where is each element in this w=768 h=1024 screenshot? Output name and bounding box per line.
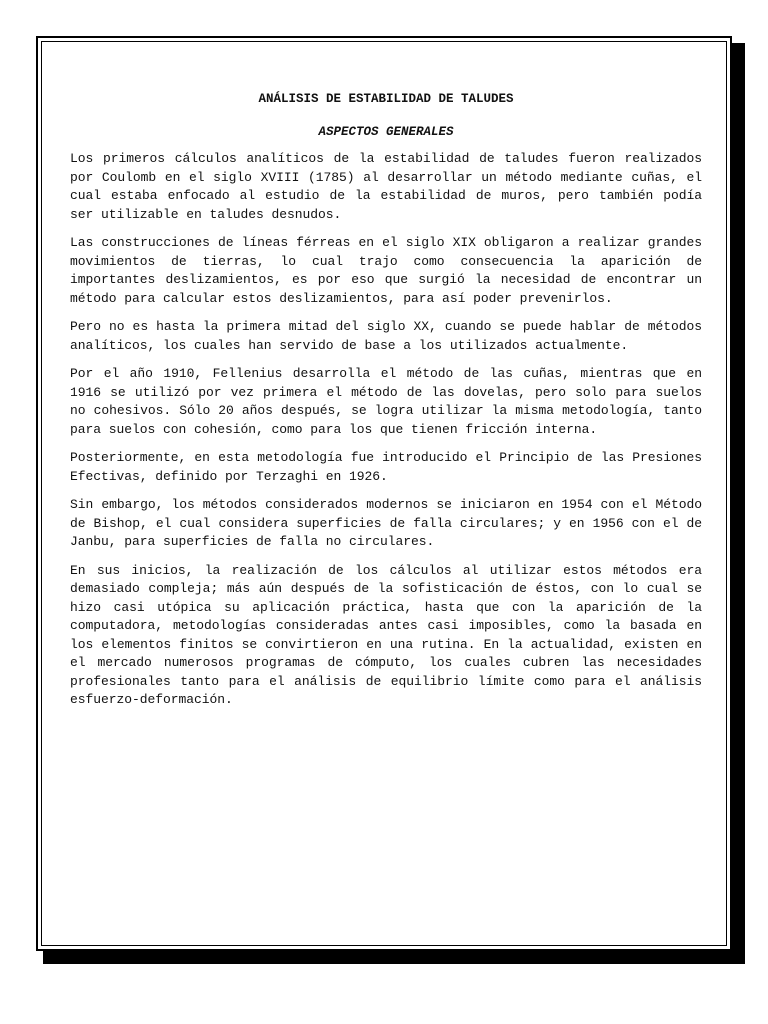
paragraph: Posteriormente, en esta metodología fue introducido el Principio de las Presiones Efectivas, definido por Terzaghi en 1926.	[70, 450, 702, 484]
document-subtitle: ASPECTOS GENERALES	[318, 124, 454, 139]
paragraph: Los primeros cálculos analíticos de la estabilidad de taludes fueron realizados por Coulomb en el siglo XVIII (1785) al desarrollar un método mediante cuñas, el cual estaba enfocado al estudio de la estabilidad de muros, pero también podía ser utilizable en taludes desnudos.	[70, 151, 702, 222]
document-body	[70, 90, 702, 720]
paragraph: Pero no es hasta la primera mitad del siglo XX, cuando se puede hablar de métodos analíticos, los cuales han servido de base a los utilizados actualmente.	[70, 319, 702, 353]
paragraph: Por el año 1910, Fellenius desarrolla el método de las cuñas, mientras que en 1916 se utilizó por vez primera el método de las dovelas, pero solo para suelos no cohesivos. Sólo 20 años después, se logra utilizar la misma metodología, tanto para suelos con cohesión, como para los que tienen fricción interna.	[70, 366, 702, 437]
paragraph: Las construcciones de líneas férreas en el siglo XIX obligaron a realizar grandes movimientos de tierras, lo cual trajo como consecuencia la aparición de importantes deslizamientos, es por eso que surgió la necesidad de encontrar un método para calcular estos deslizamientos, para así poder prevenirlos.	[70, 235, 702, 306]
page-frame	[36, 36, 732, 951]
paragraph: Sin embargo, los métodos considerados modernos se iniciaron en 1954 con el Método de Bishop, el cual considera superficies de falla circulares; y en 1956 con el de Janbu, para superficies de falla no circulares.	[70, 497, 702, 549]
paragraph: En sus inicios, la realización de los cálculos al utilizar estos métodos era demasiado compleja; más aún después de la sofisticación de éstos, con lo cual se hizo casi utópica su aplicación práctica, hasta que con la aparición de la computadora, metodologías consideradas antes casi imposibles, como la basada en los elementos finitos se convirtieron en una rutina. En la actualidad, existen en el mercado numerosos programas de cómputo, los cuales cubren las necesidades profesionales tanto para el análisis de equilibrio límite como para el análisis esfuerzo-deformación.	[70, 562, 702, 707]
document-title: ANÁLISIS DE ESTABILIDAD DE TALUDES	[258, 92, 514, 106]
